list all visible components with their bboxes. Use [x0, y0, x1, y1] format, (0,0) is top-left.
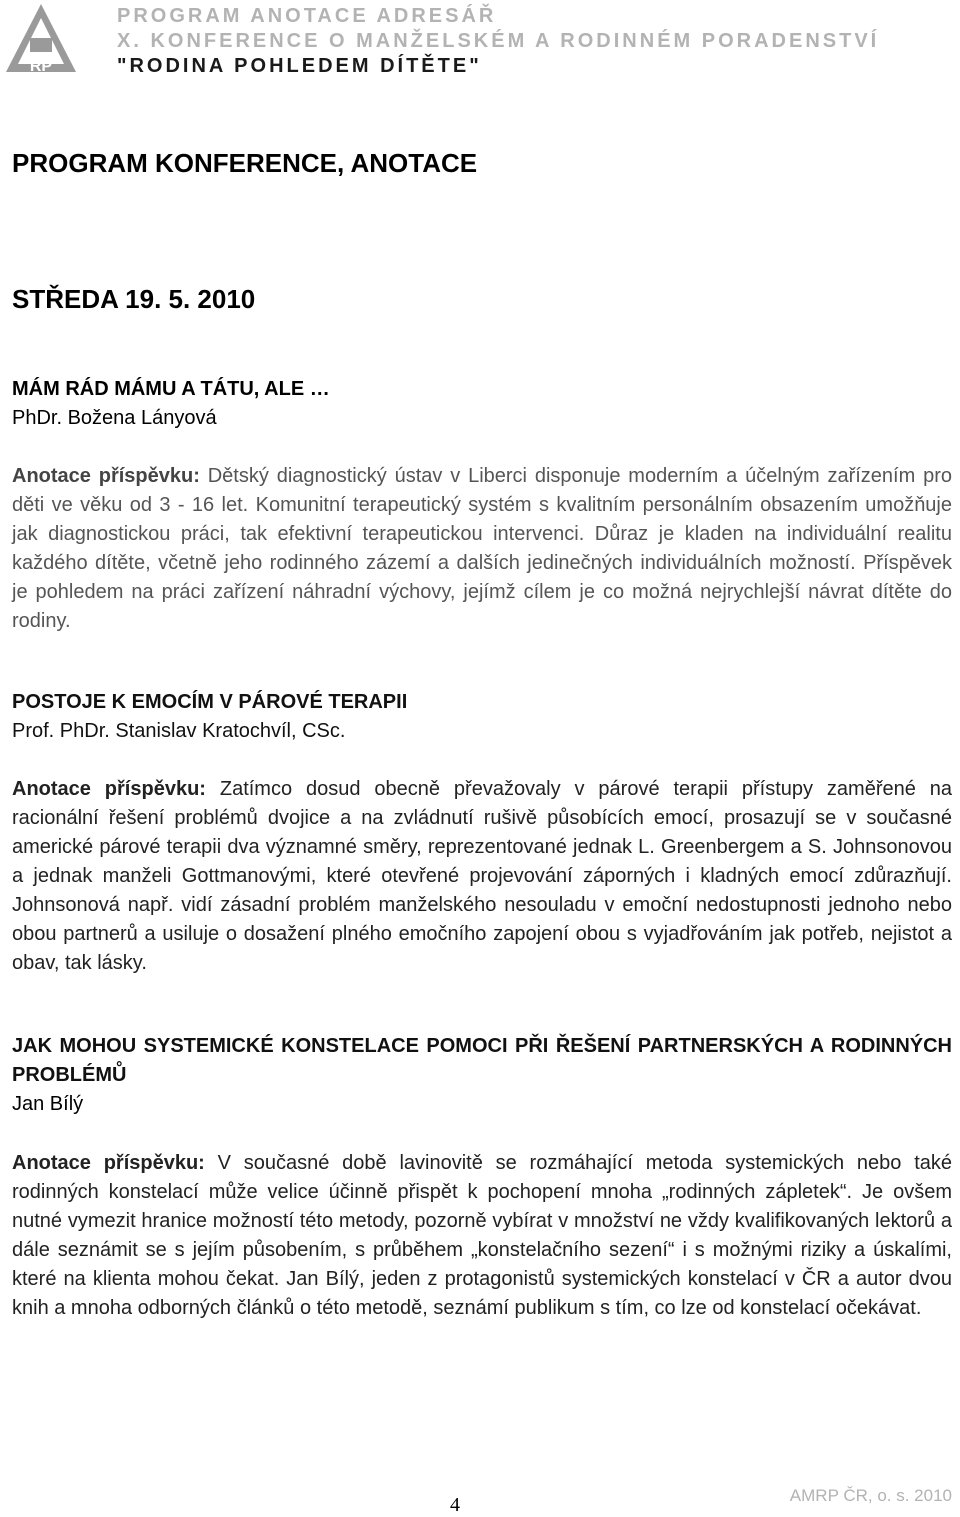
page-number: 4	[450, 1494, 460, 1516]
talk-entry	[12, 688, 952, 978]
annotation-text: Dětský diagnostický ústav v Liberci disponuje moderním a účelným zařízením pro děti ve věku od 3 - 16 let. Komunitní terapeutický systém s kvalitním personálním obsazením umožňuje jak diagnostickou práci, tak efektivní terapeutickou intervenci. Důraz je kladen na individuální realitu každého dítěte, včetně jeho rodinného zázemí a dalších jedinečných individuálních možností. Příspěvek je pohledem na práci zařízení náhradní výchovy, jejímž cílem je co možná nejrychlejší návrat dítěte do rodiny.	[12, 465, 952, 632]
page-title: PROGRAM KONFERENCE, ANOTACE	[12, 148, 478, 178]
annotation-label: Anotace příspěvku:	[12, 465, 200, 487]
talk-author: PhDr. Božena Lányová	[12, 407, 217, 429]
day-heading: STŘEDA 19. 5. 2010	[12, 284, 256, 314]
talk-entry	[12, 375, 952, 636]
footer-organization: AMRP ČR, o. s. 2010	[789, 1486, 952, 1505]
talk-title: MÁM RÁD MÁMU A TÁTU, ALE …	[12, 378, 330, 400]
talk-author: Prof. PhDr. Stanislav Kratochvíl, CSc.	[12, 720, 346, 742]
talk-author: Jan Bílý	[12, 1093, 84, 1115]
annotation-label: Anotace příspěvku:	[12, 1152, 205, 1174]
document-header	[0, 0, 960, 80]
talk-title: JAK MOHOU SYSTEMICKÉ KONSTELACE POMOCI PŘI ŘEŠENÍ PARTNERSKÝCH A RODINNÝCH PROBLÉMŮ	[12, 1035, 952, 1086]
annotation-label: Anotace příspěvku:	[12, 778, 206, 800]
talk-title: POSTOJE K EMOCÍM V PÁROVÉ TERAPII	[12, 691, 408, 713]
talk-annotation	[12, 462, 952, 636]
talk-annotation	[12, 1149, 952, 1323]
annotation-text: V současné době lavinovitě se rozmáhající metoda systemických nebo také rodinných konstelací může velice účinně přispět k pochopení mnoha „rodinných zápletek“. Je ovšem nutné vymezit hranice možností této metody, pozorně vybírat v množství ne vždy kvalifikovaných lektorů a dále seznámit se s jejím působením, s průběhem „konstelačního sezení“ i s možnými riziky a úskalími, které na klienta mohou čekat. Jan Bílý, jeden z protagonistů systemických konstelací v ČR a autor dvou knih a mnoha odborných článků o této metodě, seznámí publikum s tím, co lze od konstelací očekávat.	[12, 1152, 952, 1319]
talk-annotation	[12, 775, 952, 978]
header-line-motto: "RODINA POHLEDEM DÍTĚTE"	[117, 55, 482, 77]
header-line-conference: X. KONFERENCE O MANŽELSKÉM A RODINNÉM PORADENSTVÍ	[117, 30, 880, 52]
talk-entry	[12, 1032, 952, 1323]
header-text	[117, 4, 879, 79]
annotation-text: Zatímco dosud obecně převažovaly v párové terapii přístupy zaměřené na racionální řešení problémů dvojice a na zvládnutí rušivě působících emocí, prosazují se v současné americké párové terapii dva významné směry, reprezentované jednak L. Greenbergem a S. Johnsonovou a jednak manželi Gottmanovými, které otevřené projevování záporných i kladných emocí zdůrazňují. Johnsonová např. vidí zásadní problém manželského nesouladu v emoční nedostupnosti jednoho nebo obou partnerů a usiluje o dosažení plného emočního zapojení obou s vyjadřováním jak potřeb, nejistot a obav, tak lásky.	[12, 778, 952, 974]
header-line-program: PROGRAM ANOTACE ADRESÁŘ	[117, 5, 497, 27]
amrp-logo-icon	[4, 2, 78, 74]
logo-text: RP	[29, 58, 53, 74]
